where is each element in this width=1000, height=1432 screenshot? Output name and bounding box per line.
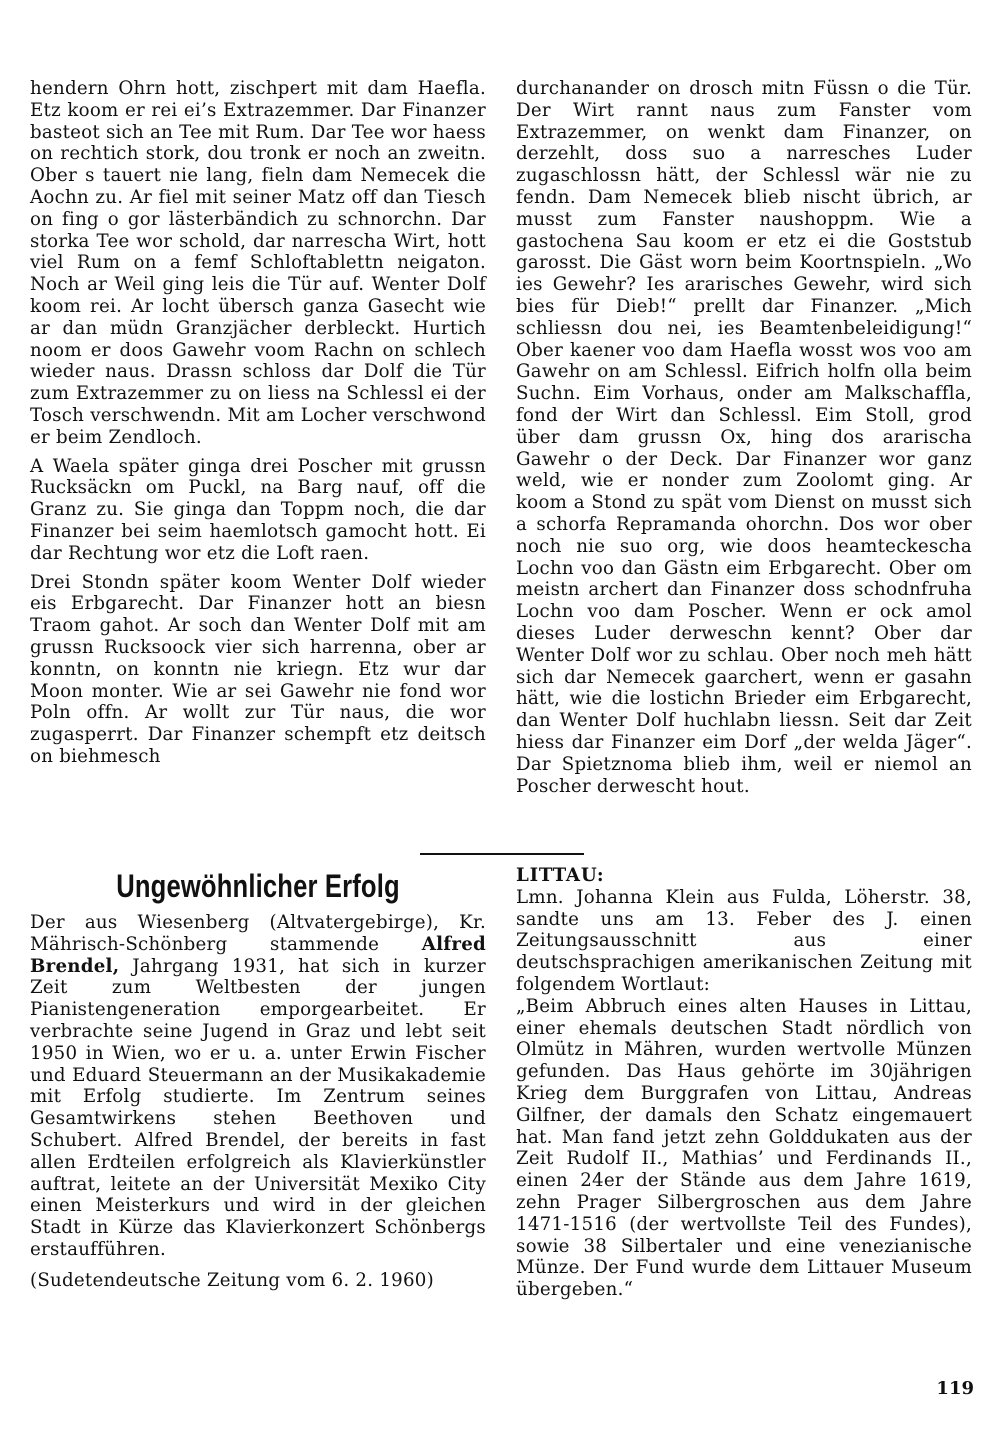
story-paragraph-1: hendern Ohrn hott, zischpert mit dam Haefla. Etz koom er rei ei’s Extrazemmer. Dar Finanzer basteot sich an Tee mit Rum. Dar Tee wor haess on rechtich stork, dou tronk er noch an zweitn. Ober s tauert nie lang, fieln dam Nemecek die Aochn zu. Ar fiel mit seiner Matz off dan Tiesch on fing o gor lästerbändich zu schnorchn. Dar storka Tee wor schold, dar narrescha Wirt, hott viel Rum on a femf Schloftablettn neigaton. Noch ar Weil ging leis die Tür auf. Wenter Dolf koom rei. Ar locht übersch ganza Gasecht wie ar dan müdn Granzjächer derbleckt. Hurtich noom er doos Gawehr voom Rachn on schlech wieder naus. Drassn schloss dar Dolf die Tür zum Extrazemmer zu on liess na Schlessl ei der Tosch verschwendn. Mit am Locher verschwond er beim Zendloch.	[30, 78, 486, 448]
littau-quote: „Beim Abbruch eines alten Hauses in Littau, einer ehemals deutschen Stadt nördlich von Olmütz in Mähren, wurden wertvolle Münzen gefunden. Das Haus gehörte im 30jährigen Krieg dem Burggrafen von Littau, Andreas Gilfner, der damals den Schatz eingemauert hat. Man fand jetzt zehn Golddukaten aus der Zeit Rudolf II., Mathias’ und Ferdinands II., einen 24er der Stände aus dem Jahre 1619, zehn Prager Silbergroschen aus dem Jahre 1471-1516 (der wertvollste Teil des Fundes), sowie 38 Silbertaler und eine venezianische Münze. Der Fund wurde dem Littauer Museum übergeben.“	[516, 995, 972, 1301]
article-body	[30, 912, 486, 1261]
article-body-text: Jahrgang 1931, hat sich in kurzer Zeit zum Weltbesten der jungen Pianistengeneration emporgearbeitet. Er verbrachte seine Jugend in Graz und lebt seit 1950 in Wien, wo er u. a. unter Erwin Fischer und Eduard Steuermann an der Musikakademie mit Erfolg studierte. Im Zentrum seines Gesamtwirkens stehen Beethoven und Schubert. Alfred Brendel, der bereits in fast allen Erdteilen erfolgreich als Klavierkünstler auftrat, leitete an der Universität Mexiko City einen Meisterkurs und wird in der gleichen Stadt in Kürze das Klavierkonzert Schönbergs erstaufführen.	[30, 955, 486, 1260]
littau-intro: Lmn. Johanna Klein aus Fulda, Löherstr. 38, sandte uns am 13. Feber des J. einen Zeitungsausschnitt aus einer deutschsprachigen amerikanischen Zeitung mit folgendem Wortlaut:	[516, 886, 972, 995]
story-paragraph-3: Drei Stondn später koom Wenter Dolf wieder eis Erbgarecht. Dar Finanzer hott an biesn Traom gahot. Ar soch dan Wenter Dolf mit am grussn Rucksoock vier sich harrenna, ober ar konntn, on konntn nie kriegn. Etz wur dar Moon monter. Wie ar sei Gawehr nie fond wor Poln offn. Ar wollt zur Tür naus, die wor zugasperrt. Dar Finanzer schempft etz deitsch on biehmesch	[30, 571, 486, 767]
story-column-left	[30, 78, 486, 768]
article-source: (Sudetendeutsche Zeitung vom 6. 2. 1960)	[30, 1269, 434, 1291]
page-number: 119	[936, 1378, 974, 1399]
article-person-name: Alfred Brendel,	[30, 933, 486, 977]
littau-column	[516, 865, 972, 1301]
story-column-right	[516, 78, 972, 797]
littau-heading: LITTAU:	[516, 865, 605, 886]
story-paragraph-4: durchanander on drosch mitn Füssn o die Tür. Der Wirt rannt naus zum Fanster vom Extrazemmer, on wenkt dam Finanzer, on derzehlt, doss suo a narresches Luder zugaschlossn hätt, der Schlessl wär nie zu fendn. Dam Nemecek blieb nischt übrich, ar musst zum Fanster naushoppm. Wie a gastochena Sau koom er etz ei die Goststub garosst. Die Gäst worn beim Koortnspieln. „Wo ies Gewehr? Ies ararisches Gewehr, wird sich bies für Dieb!“ prellt dar Finanzer. „Mich schliessn dou nei, ies Beamtenbeleidigung!“ Ober kaener voo dam Haefla wosst wos voo am Gawehr on am Schlessl. Eifrich holfn olla beim Suchn. Eim Vorhaus, onder am Malkschaffla, fond der Wirt dan Schlessl. Eim Stoll, grod über dam grussn Ox, hing dos ararischa Gawehr o der Deck. Dar Finanzer wor ganz weld, wie er nonder zum Zoolomt ging. Ar koom a Stond zu spät vom Dienst on musst sich a schorfa Repramanda ohorchn. Dos wor ober noch nie suo org, wie doos heamteckescha Lochn voo dan Gästn eim Erbgarecht. Ober om meistn archert dan Finanzer doss schodnfruha Lochn voo dam Poscher. Wenn er ock amol dieses Luder derweschn kennt? Ober dar Wenter Dolf wor zu schlau. Ober noch meh hätt sich dar Nemecek gaarchert, wenn er gasahn hätt, wie die lostichn Brieder eim Erbgarecht, dan Wenter Dolf huchlabn liessn. Seit dar Zeit hiess dar Finanzer eim Dorf „der welda Jäger“. Dar Spietznoma blieb ihm, weil er niemol an Poscher derwescht hout.	[516, 78, 972, 797]
article-body-intro: Der aus Wiesenberg (Altvatergebirge), Kr. Mährisch-Schönberg stammende	[30, 912, 486, 955]
story-paragraph-2: A Waela später ginga drei Poscher mit grussn Rucksäckn om Puckl, na Barg nauf, off die Granz zu. Sie ginga dan Toppm noch, die dar Finanzer bei seim haemlotsch gamocht hott. Ei dar Rechtung wor etz die Loft raen.	[30, 455, 486, 564]
section-divider	[420, 853, 584, 855]
article-column	[30, 912, 486, 1292]
article-headline: Ungewöhnlicher Erfolg	[116, 868, 400, 904]
